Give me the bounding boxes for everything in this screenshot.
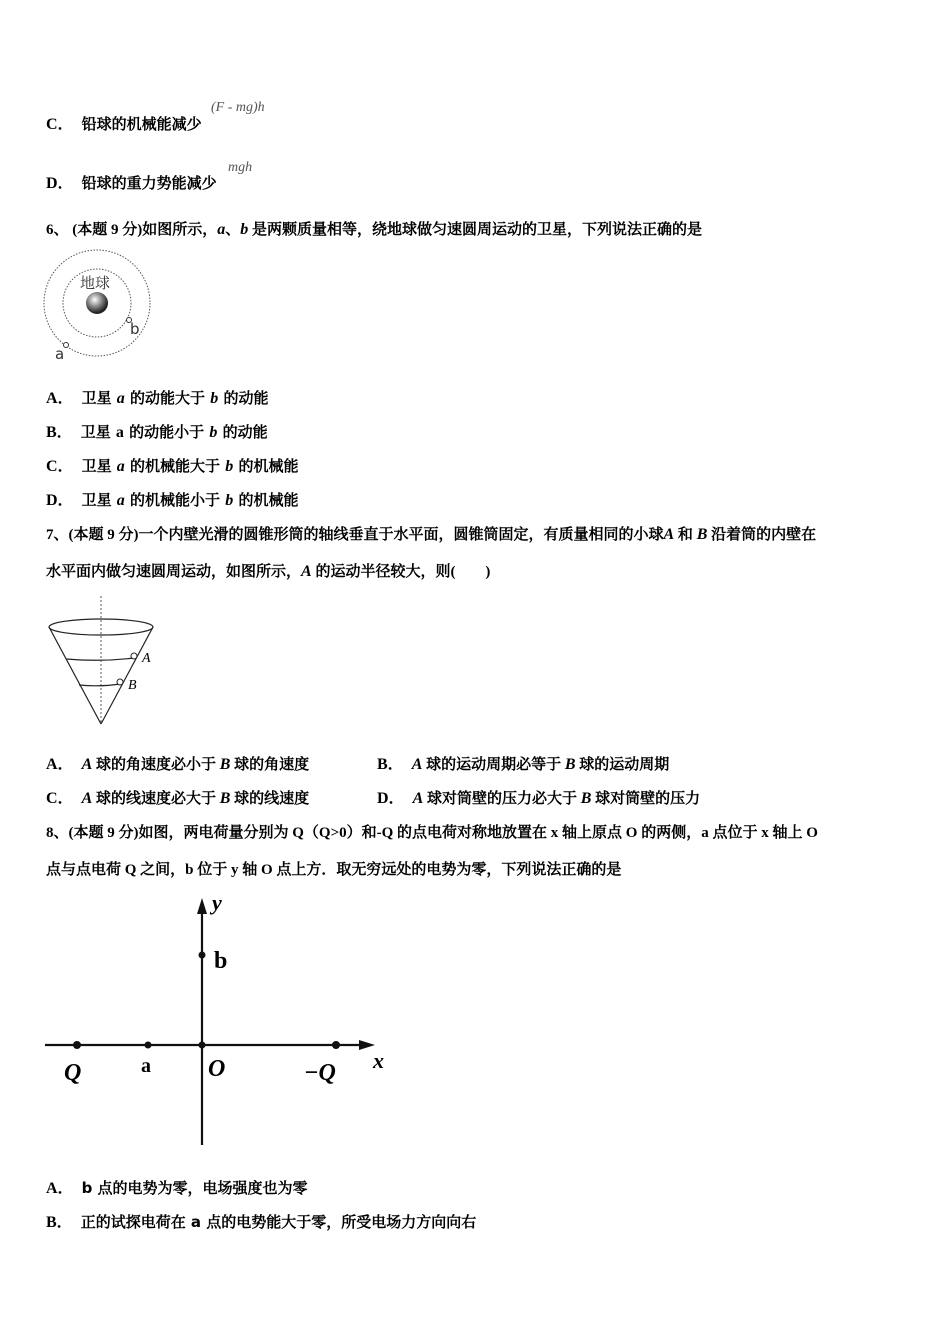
- option-letter: D．: [46, 492, 74, 509]
- stem-text: 水平面内做匀速圆周运动，如图所示，: [46, 564, 302, 580]
- q6-option-b: [46, 422, 268, 443]
- q8-stem-line1: [46, 823, 818, 843]
- stem-text: 的运动半径较大，则( ): [311, 564, 491, 580]
- q7-stem-line2: [46, 562, 490, 582]
- option-text: 球的角速度必小于: [95, 757, 220, 773]
- option-text: 卫星: [80, 423, 116, 441]
- q8-stem-line2: [46, 860, 621, 880]
- var: a: [116, 458, 125, 475]
- stem-text: 点与点电荷 Q 之间，b 位于 y 轴 O 点上方．取无穷远处的电势为零，下列说法正确的是: [46, 862, 622, 878]
- option-text: 的动能: [218, 389, 269, 407]
- option-text: 球对筒壁的压力必大于: [426, 791, 581, 807]
- stem-text: 6、 (本题 9 分)如图所示，: [46, 222, 218, 238]
- satellite-a-label: a: [55, 345, 65, 363]
- option-text: 的动能小于: [123, 423, 210, 441]
- var-b: b: [240, 221, 249, 238]
- q8-option-b: [46, 1212, 476, 1233]
- var-A: A: [411, 756, 423, 773]
- stem-text: 8、(本题 9 分)如图，两电荷量分别为 Q（Q>0）和-Q 的点电荷对称地放置在 x 轴上原点 O 的两侧，a 点位于 x 轴上 O: [46, 825, 818, 841]
- var-B: B: [219, 790, 231, 807]
- option-text: 球的线速度: [234, 791, 310, 807]
- var: b: [225, 492, 234, 509]
- charge-negQ: [332, 1041, 340, 1049]
- stem-text: 是两颗质量相等，绕地球做匀速圆周运动的卫星，下列说法正确的是: [248, 222, 703, 238]
- stem-text: 7、(本题 9 分)一个内壁光滑的圆锥形筒的轴线垂直于水平面，圆锥筒固定，有质量相同的小球: [46, 527, 664, 543]
- q5-option-c: [46, 114, 202, 135]
- q7-option-a: [46, 755, 309, 775]
- var-B: B: [564, 756, 576, 773]
- option-text: 铅球的重力势能减少: [81, 174, 217, 192]
- satellite-a-icon: [64, 343, 69, 348]
- q7-option-b: [377, 755, 669, 775]
- charge-axis-figure: [40, 890, 400, 1150]
- q7-stem-line1: [46, 525, 816, 545]
- satellite-orbit-figure: [40, 248, 160, 366]
- origin-O: [199, 1042, 206, 1049]
- option-text: 的机械能小于: [124, 491, 226, 509]
- point-b: [199, 952, 206, 959]
- option-text: 球的角速度: [234, 757, 310, 773]
- x-axis-label: x: [373, 1048, 384, 1073]
- label-A: A: [142, 651, 151, 666]
- orbit-A: [66, 658, 134, 660]
- q6-option-a: [46, 388, 268, 409]
- option-letter: A．: [46, 756, 74, 773]
- earth-icon: [86, 292, 108, 314]
- ball-B-icon: [117, 679, 123, 685]
- option-text: 卫星: [81, 457, 117, 475]
- var: b: [210, 390, 219, 407]
- option-letter: C．: [46, 790, 74, 807]
- label-O: O: [208, 1056, 226, 1082]
- option-letter: B．: [46, 424, 73, 441]
- option-letter: D．: [46, 175, 74, 192]
- earth-label: 地球: [80, 274, 111, 292]
- var-B: B: [219, 756, 231, 773]
- cone-figure: [40, 592, 170, 732]
- var-B: B: [580, 790, 592, 807]
- option-text: 的机械能: [233, 457, 299, 475]
- q6-stem: [46, 220, 702, 240]
- q6-option-c: [46, 456, 298, 477]
- q7-option-d: [377, 789, 700, 809]
- option-letter: C．: [46, 458, 74, 475]
- option-letter: B．: [377, 756, 404, 773]
- var-B: B: [696, 526, 708, 543]
- sep: 、: [225, 222, 241, 238]
- option-text: 正的试探电荷在 a 点的电势能大于零，所受电场力方向向右: [80, 1213, 477, 1231]
- option-letter: A．: [46, 390, 74, 407]
- var-A: A: [81, 756, 93, 773]
- option-text: 卫星: [81, 491, 117, 509]
- formula-mgh: mgh: [228, 160, 253, 175]
- q5-option-d: [46, 173, 217, 194]
- label-b: b: [214, 948, 228, 974]
- var: b: [225, 458, 234, 475]
- option-text: 球的运动周期: [579, 757, 670, 773]
- option-text: 的动能: [217, 423, 268, 441]
- option-text: b 点的电势为零，电场强度也为零: [81, 1179, 308, 1197]
- label-Q: Q: [64, 1060, 82, 1086]
- var-a: a: [217, 221, 226, 238]
- var-A: A: [81, 790, 93, 807]
- var: a: [115, 424, 124, 441]
- option-letter: A．: [46, 1180, 74, 1197]
- option-text: 铅球的机械能减少: [81, 115, 202, 133]
- option-text: 的动能大于: [124, 389, 211, 407]
- var-A: A: [412, 790, 424, 807]
- option-text: 球的线速度必大于: [95, 791, 220, 807]
- stem-text: 和: [674, 527, 697, 543]
- orbit-B: [79, 684, 120, 686]
- ball-A-icon: [131, 653, 137, 659]
- q6-option-d: [46, 490, 298, 511]
- option-text: 的机械能大于: [124, 457, 226, 475]
- y-axis-arrow-icon: [197, 898, 207, 914]
- label-B: B: [128, 678, 137, 693]
- q8-option-a: [46, 1178, 308, 1199]
- point-a: [145, 1042, 152, 1049]
- var: a: [116, 390, 125, 407]
- formula-f-minus-mg-h: (F - mg)h: [211, 100, 265, 115]
- option-text: 球对筒壁的压力: [595, 791, 701, 807]
- option-text: 的机械能: [233, 491, 299, 509]
- charge-Q: [73, 1041, 81, 1049]
- label-negQ: −Q: [304, 1060, 336, 1086]
- option-text: 卫星: [81, 389, 117, 407]
- var-A: A: [663, 526, 675, 543]
- option-letter: C．: [46, 116, 74, 133]
- var: a: [116, 492, 125, 509]
- q7-option-c: [46, 789, 309, 809]
- option-letter: B．: [46, 1214, 73, 1231]
- stem-text: 沿着筒的内壁在: [707, 527, 817, 543]
- var: b: [209, 424, 218, 441]
- option-text: 球的运动周期必等于: [426, 757, 565, 773]
- var-A: A: [301, 563, 312, 580]
- satellite-b-label: b: [130, 320, 140, 338]
- option-letter: D．: [377, 790, 405, 807]
- label-a: a: [141, 1055, 151, 1077]
- y-axis-label: y: [212, 890, 222, 915]
